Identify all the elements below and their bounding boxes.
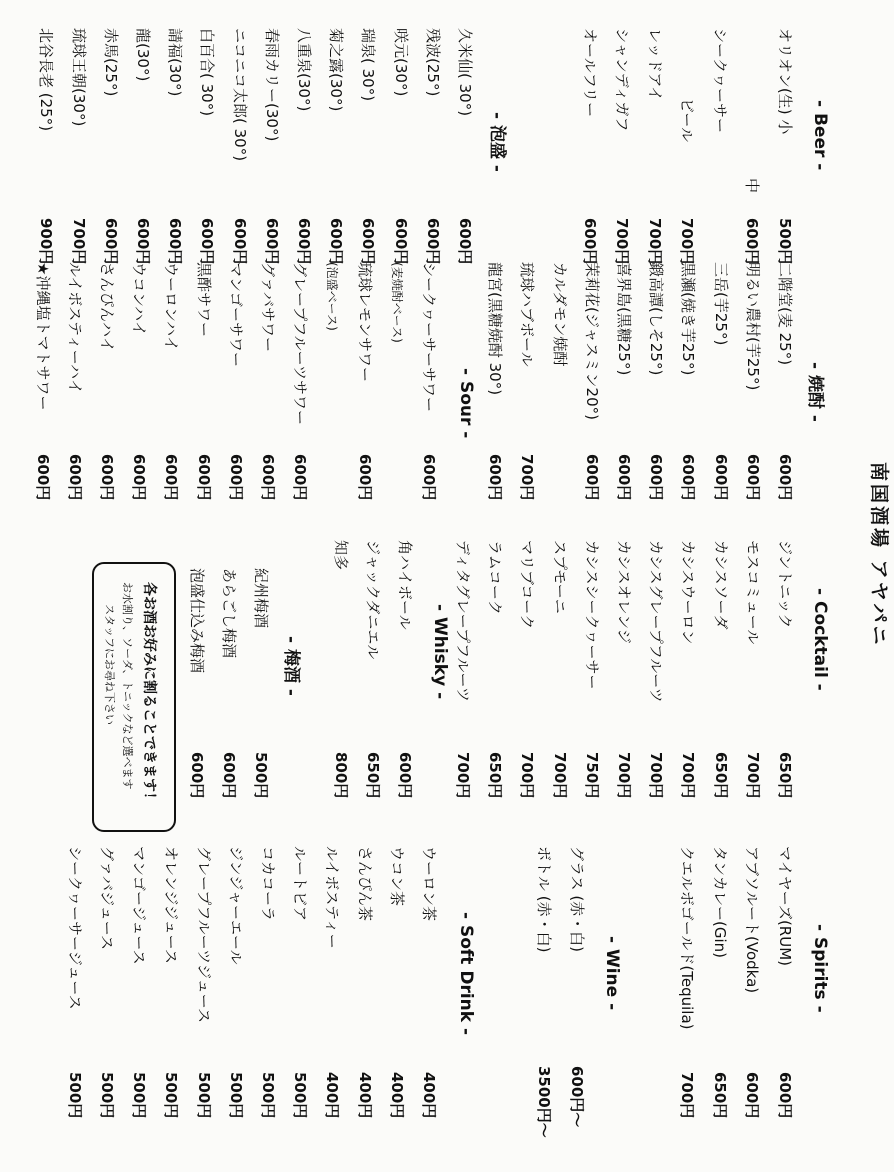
beer-item-name: シャンディガフ — [613, 28, 632, 132]
shochu-item-price: 600円 — [776, 454, 794, 501]
umeshu-item-name: 紀州梅酒 — [252, 568, 270, 629]
softdrink-item-name: ウコン茶 — [387, 846, 406, 907]
awamori-item-price: 600円 — [327, 218, 346, 265]
cocktail-item-name: ディタグレープフルーツ — [454, 540, 472, 702]
umeshu-item — [248, 568, 274, 832]
cocktail-item-price: 700円 — [518, 752, 537, 799]
cocktail-section-title: - Cocktail - — [810, 588, 830, 691]
shochu-item-price: 700円 — [518, 454, 537, 501]
wine-section-title: - Wine - — [602, 936, 622, 1011]
sour-item — [352, 262, 378, 534]
sour-item-name: グレープフルーツサワー — [291, 262, 310, 426]
awamori-item-name: 請福(30°) — [166, 28, 185, 97]
softdrink-item-name: ジンジャーエール — [226, 846, 245, 965]
shochu-item-name: 喜界島(黒糖25°) — [615, 262, 633, 376]
cocktail-item — [482, 540, 508, 832]
awamori-item — [194, 28, 220, 298]
beer-item-price: 500円 — [776, 218, 794, 265]
shochu-item — [579, 262, 605, 534]
softdrink-item — [416, 846, 442, 1152]
cocktail-item — [772, 540, 798, 832]
softdrink-item-price: 500円 — [226, 1072, 245, 1119]
umeshu-item-name: 泡盛仕込み梅酒 — [187, 568, 206, 674]
awamori-item-price: 600円 — [230, 218, 249, 265]
spirits-item — [675, 846, 701, 1152]
beer-item-name: ビール — [678, 98, 697, 143]
sour-item-price: 600円 — [194, 454, 213, 501]
sour-item — [287, 262, 313, 534]
awamori-item-price: 600円 — [391, 218, 410, 265]
cocktail-item-price: 700円 — [615, 752, 633, 799]
awamori-item-name: 久米仙( 30°) — [456, 28, 474, 117]
sour-item-price: 600円 — [291, 454, 310, 501]
cocktail-item-name: カシスシークヮーサー — [582, 540, 601, 690]
sour-item-price: 600円 — [130, 454, 149, 501]
whisky-item-name: 角ハイボール — [396, 540, 414, 630]
softdrink-item-name: オレンジジュース — [162, 846, 181, 964]
awamori-item — [388, 28, 414, 298]
shochu-item-name: 茉莉花(ジャスミン20°) — [582, 262, 601, 420]
shochu-item — [772, 262, 798, 534]
shochu-item — [643, 262, 669, 534]
sour-item-price: 600円 — [355, 454, 374, 501]
softdrink-item — [319, 846, 345, 1152]
beer-item-name: シークヮーサー — [711, 28, 729, 134]
awamori-item — [162, 28, 188, 298]
softdrink-item — [352, 846, 378, 1152]
spirits-section-title: - Spirits - — [810, 924, 830, 1013]
softdrink-item-price: 500円 — [162, 1072, 181, 1119]
softdrink-item-price: 500円 — [259, 1072, 277, 1119]
cocktail-item-price: 700円 — [679, 752, 698, 799]
softdrink-item — [191, 846, 217, 1152]
softdrink-item-name: グレープフルーツジュース — [194, 846, 213, 1024]
sour-item — [94, 262, 120, 534]
wine-item-name: グラス (赤・白) — [568, 846, 586, 953]
wine-item — [564, 846, 590, 1146]
shochu-item-name: 龍宮(黒糖焼酎 30°) — [486, 262, 505, 396]
sour-item-name: 琉球レモンサワー — [355, 262, 374, 383]
awamori-item-price: 600円 — [423, 218, 442, 265]
softdrink-item-price: 400円 — [323, 1072, 342, 1119]
awamori-item-name: 春雨カリー(30°) — [262, 28, 281, 142]
softdrink-item-price: 500円 — [65, 1072, 84, 1119]
shochu-item-price: 600円 — [582, 454, 601, 501]
shochu-item-price: 600円 — [679, 454, 698, 501]
beer-item — [577, 28, 603, 298]
softdrink-item-name: ルートビア — [291, 846, 310, 922]
beer-item-price: 700円 — [646, 218, 664, 265]
awamori-item — [420, 28, 446, 298]
beer-item-price: 700円 — [678, 218, 697, 265]
sour-item-price: 600円 — [65, 454, 84, 501]
sour-item — [62, 262, 88, 534]
cocktail-item — [514, 540, 540, 832]
shochu-item — [708, 262, 734, 534]
cocktail-item-price: 650円 — [486, 752, 505, 799]
beer-item-name: オールフリー — [581, 28, 599, 118]
awamori-item-name: 残波(25°) — [423, 28, 442, 97]
sour-item-price: 600円 — [98, 454, 116, 501]
awamori-item — [355, 28, 381, 298]
cocktail-item-price: 700円 — [454, 752, 472, 799]
sour-item-name: ウコンハイ — [130, 262, 149, 336]
shochu-item — [547, 262, 573, 534]
softdrink-item-name: ウーロン茶 — [420, 846, 438, 922]
umeshu-item-price: 500円 — [252, 752, 270, 799]
umeshu-item-price: 600円 — [187, 752, 206, 799]
shochu-item-name: 三岳(芋25°) — [711, 262, 730, 346]
awamori-item-price: 900円 — [37, 218, 56, 265]
shochu-item-name: 鍛高譚(しそ25°) — [647, 262, 666, 376]
sour-item-price: 600円 — [162, 454, 181, 501]
awamori-item-price: 600円 — [166, 218, 185, 265]
beer-item — [772, 28, 798, 298]
cocktail-item-price: 700円 — [550, 752, 569, 799]
umeshu-section-title: - 梅酒 - — [281, 636, 301, 696]
softdrink-item-price: 500円 — [130, 1072, 149, 1119]
cocktail-item-name: モスコミュール — [743, 540, 762, 645]
beer-item — [675, 28, 701, 298]
wine-item-name: ボトル (赤・白) — [535, 846, 554, 953]
umeshu-item — [216, 568, 242, 832]
shochu-item-price: 600円 — [486, 454, 505, 501]
softdrink-item-price: 500円 — [291, 1072, 310, 1119]
shochu-item-price: 600円 — [615, 454, 633, 501]
softdrink-item — [62, 846, 88, 1152]
sour-item — [416, 262, 442, 534]
cocktail-item-name: マリブコーク — [518, 540, 537, 630]
awamori-item-price: 600円 — [134, 218, 152, 265]
awamori-item-price: 600円 — [456, 218, 474, 265]
spirits-item — [772, 846, 798, 1152]
softdrink-item — [158, 846, 184, 1152]
sour-item-price: 600円 — [226, 454, 245, 501]
sour-item-name: マンゴーサワー — [226, 262, 245, 368]
awamori-item — [130, 28, 156, 298]
softdrink-item — [94, 846, 120, 1152]
sour-item — [384, 262, 410, 534]
shochu-item-name: 黒瀬(焼き芋25°) — [679, 262, 698, 376]
shochu-item-price: 600円 — [711, 454, 730, 501]
spirits-item-name: アブソルート(Vodka) — [743, 846, 762, 994]
whisky-item-price: 600円 — [396, 752, 414, 799]
sour-item-name: シークヮーサーサワー — [420, 262, 438, 413]
softdrink-item — [384, 846, 410, 1152]
beer-item-price: 700円 — [613, 218, 632, 265]
awamori-item-name: 赤馬(25°) — [101, 28, 120, 97]
softdrink-item-name: グァバジュース — [98, 846, 116, 950]
cocktail-item — [611, 540, 637, 832]
awamori-item-price: 700円 — [69, 218, 88, 265]
awamori-item — [291, 28, 317, 298]
cocktail-item — [675, 540, 701, 832]
cocktail-item-name: スプモーニ — [550, 540, 569, 614]
sour-item-name: ウーロンハイ — [162, 262, 181, 351]
softdrink-item-name: さんぴん茶 — [355, 846, 374, 922]
cocktail-item-price: 650円 — [711, 752, 730, 799]
whisky-item — [360, 540, 386, 832]
awamori-item — [66, 28, 92, 298]
shop-title: 南国酒場 アヤパニ — [868, 462, 890, 648]
awamori-item-name: 瑞泉( 30°) — [359, 28, 378, 102]
shochu-section-title: - 焼酎 - — [805, 362, 825, 422]
awamori-item — [323, 28, 349, 298]
shochu-item-price: 600円 — [743, 454, 762, 501]
shochu-item-name: 明るい農村(芋25°) — [743, 262, 762, 391]
cocktail-item-name: カシスソーダ — [711, 540, 730, 630]
sour-section-title: - Sour - — [456, 368, 476, 439]
shochu-item — [740, 262, 766, 534]
cocktail-item-name: カシスグレープフルーツ — [647, 540, 666, 703]
softdrink-item — [287, 846, 313, 1152]
beer-item-price: 600円 — [743, 218, 762, 265]
awamori-item-name: 咲元(30°) — [391, 28, 410, 97]
cocktail-item-name: ジントニック — [776, 540, 794, 629]
shochu-item — [482, 262, 508, 534]
shochu-item-name: カルダモン焼酎 — [550, 262, 569, 367]
spirits-item — [707, 846, 733, 1152]
shochu-item-price: 600円 — [647, 454, 666, 501]
awamori-item-price: 600円 — [359, 218, 378, 265]
wine-item-price: 600円〜 — [568, 1066, 586, 1128]
awamori-item-name: ニコニコ太郎( 30°) — [230, 28, 249, 162]
spirits-item-name: マイヤーズ(RUM) — [776, 846, 794, 966]
spirits-item — [740, 846, 766, 1152]
awamori-item — [98, 28, 124, 298]
cocktail-item-name: カシスオレンジ — [615, 540, 633, 644]
spirits-item-price: 600円 — [776, 1072, 794, 1119]
cocktail-item-price: 650円 — [776, 752, 794, 799]
softdrink-item-price: 400円 — [420, 1072, 438, 1119]
awamori-item — [452, 28, 478, 298]
awamori-item — [33, 28, 59, 298]
softdrink-item-price: 500円 — [98, 1072, 116, 1119]
whisky-item — [328, 540, 354, 832]
cocktail-item — [643, 540, 669, 832]
cocktail-item-name: ラムコーク — [486, 540, 505, 615]
softdrink-item — [255, 846, 281, 1152]
sour-item-name: グァバサワー — [259, 262, 277, 353]
mixing-note-staff: スタッフにお尋ね下さい — [103, 604, 116, 725]
whisky-item-name: 知多 — [331, 540, 350, 571]
beer-item — [740, 28, 766, 298]
softdrink-section-title: - Soft Drink - — [456, 912, 476, 1036]
awamori-item-name: 白百合( 30°) — [198, 28, 217, 117]
awamori-item-name: 八重泉(30°) — [295, 28, 313, 112]
whisky-item-name: ジャックダニエル — [363, 540, 382, 660]
softdrink-item-name: コカコーラ — [259, 846, 277, 922]
awamori-item-price: 600円 — [295, 218, 313, 265]
spirits-item-price: 700円 — [678, 1072, 697, 1119]
shochu-item-name: 二階堂(麦 25°) — [776, 262, 794, 366]
spirits-item-price: 600円 — [743, 1072, 762, 1119]
cocktail-item-price: 700円 — [647, 752, 666, 799]
awamori-item-price: 600円 — [101, 218, 120, 265]
beer-item — [642, 28, 668, 298]
softdrink-item-price: 400円 — [355, 1072, 374, 1119]
mixing-note-box — [92, 562, 176, 832]
mixing-note-options: お水割り、ソーダ、トニックなど選べます — [121, 582, 134, 790]
umeshu-item-price: 600円 — [219, 752, 238, 799]
umeshu-item — [184, 568, 210, 832]
mixing-note-headline: 各お酒お好みに割ることできます！ — [141, 582, 157, 806]
beer-section-title: - Beer - — [810, 100, 830, 171]
whisky-item-price: 650円 — [363, 752, 382, 799]
sour-item-name: ★沖縄塩トマトサワー — [33, 262, 52, 411]
cocktail-item — [547, 540, 573, 832]
sour-item-name: (泡盛ベース) — [325, 262, 340, 331]
awamori-section-title: - 泡盛 - — [487, 112, 507, 172]
sour-item-name: 黒酢サワー — [194, 262, 213, 338]
sour-item-name: さんぴんハイ — [98, 262, 116, 353]
cocktail-item-name: カシスウーロン — [679, 540, 698, 645]
sour-item — [319, 262, 345, 534]
cocktail-item — [708, 540, 734, 832]
awamori-item-name: 龍(30°) — [134, 28, 152, 82]
beer-item-price: 600円 — [581, 218, 599, 265]
sour-item — [191, 262, 217, 534]
wine-item — [532, 846, 558, 1146]
umeshu-item-name: あらごし梅酒 — [219, 568, 238, 659]
softdrink-item — [126, 846, 152, 1152]
spirits-item-name: タンカレー(Gin) — [711, 846, 729, 959]
awamori-item-name: 菊之露(30°) — [327, 28, 346, 112]
awamori-item — [227, 28, 253, 298]
softdrink-item-name: シークヮーサージュース — [65, 846, 84, 1010]
sour-item — [158, 262, 184, 534]
beer-item-name: 中 — [743, 178, 762, 194]
awamori-item-price: 600円 — [198, 218, 217, 265]
sour-item-price: 600円 — [259, 454, 277, 501]
cocktail-item — [450, 540, 476, 832]
awamori-item-price: 600円 — [262, 218, 281, 265]
beer-item-name: オリオン(生) 小 — [776, 28, 794, 135]
whisky-section-title: - Whisky - — [430, 604, 450, 700]
beer-item — [610, 28, 636, 298]
spirits-item-name: クエルボゴールド(Tequila) — [678, 846, 697, 1030]
sour-item — [30, 262, 56, 534]
sour-item-name: (麦焼酎ベース) — [389, 262, 404, 343]
sour-item — [126, 262, 152, 534]
beer-item-name: レッドアイ — [646, 28, 664, 102]
cocktail-item — [740, 540, 766, 832]
sour-item-name: ルイボスティーハイ — [65, 262, 84, 395]
cocktail-item — [579, 540, 605, 832]
awamori-item-name: 琉球王朝(30°) — [69, 28, 88, 127]
wine-item-price: 3500円〜 — [535, 1066, 554, 1138]
awamori-item — [259, 28, 285, 298]
whisky-item-price: 800円 — [331, 752, 350, 799]
softdrink-item-price: 400円 — [387, 1072, 406, 1119]
softdrink-item-price: 500円 — [194, 1072, 213, 1119]
beer-item — [707, 28, 733, 298]
cocktail-item-price: 750円 — [582, 752, 601, 799]
whisky-item — [392, 540, 418, 832]
shochu-item — [675, 262, 701, 534]
shochu-item — [611, 262, 637, 534]
softdrink-item-name: ルイボスティー — [323, 846, 342, 949]
sour-item — [255, 262, 281, 534]
shochu-item-name: 琉球ハブボール — [518, 262, 537, 367]
sour-item-price: 600円 — [420, 454, 438, 501]
awamori-item-name: 北谷長老 (25°) — [37, 28, 56, 132]
sour-item-price: 600円 — [33, 454, 52, 501]
softdrink-item — [223, 846, 249, 1152]
spirits-item-price: 650円 — [711, 1072, 729, 1119]
cocktail-item-price: 700円 — [743, 752, 762, 799]
shochu-item — [514, 262, 540, 534]
softdrink-item-name: マンゴージュース — [130, 846, 149, 965]
sour-item — [223, 262, 249, 534]
